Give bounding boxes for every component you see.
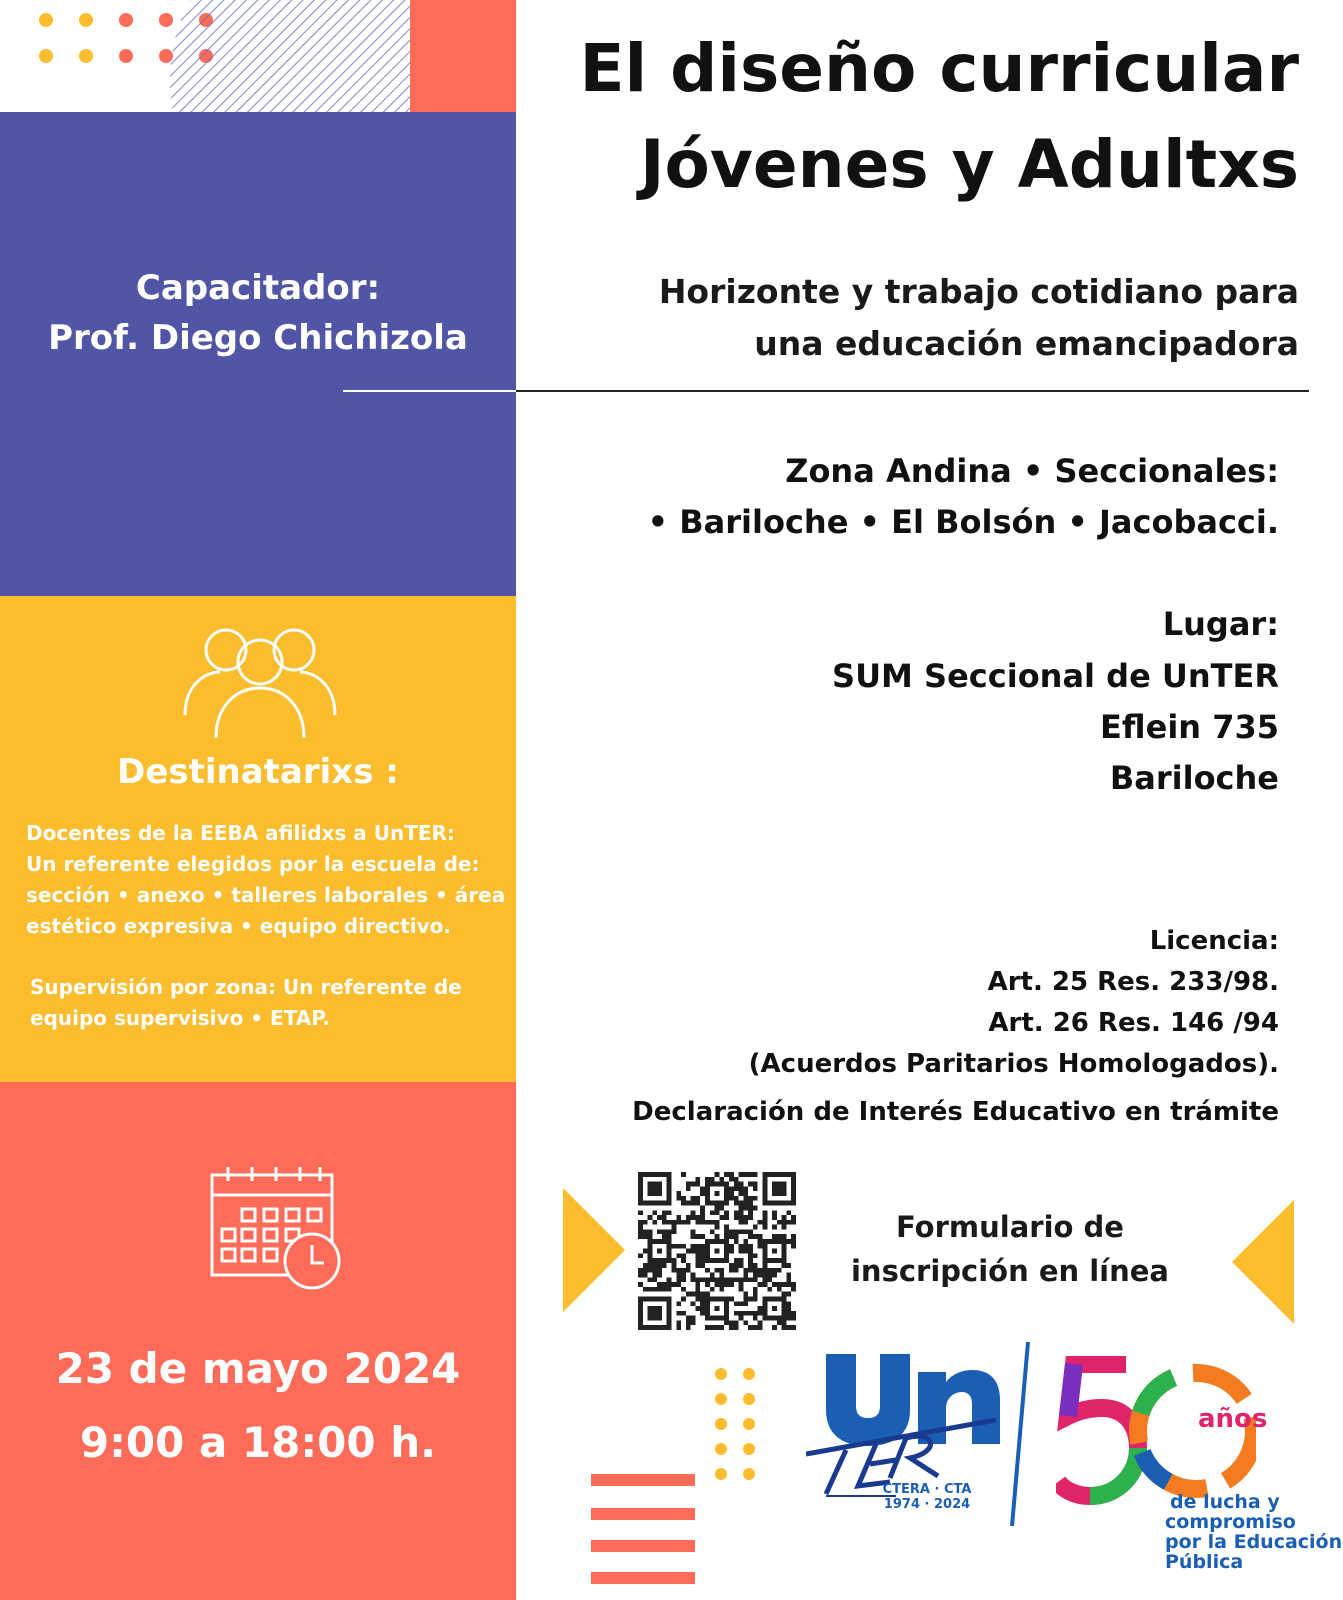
qr-code-icon[interactable] <box>638 1172 796 1330</box>
logo-anos: años <box>1198 1404 1268 1434</box>
logo-tag-2: compromiso <box>1165 1511 1296 1533</box>
zone-line-1: Zona Andina • Seccionales: <box>785 452 1279 490</box>
event-time: 9:00 a 18:00 h. <box>79 1418 437 1467</box>
divider-line-right <box>516 390 1309 392</box>
recipients-line-3: sección • anexo • talleres laborales • área <box>26 883 506 907</box>
recipients-line-4: estético expresiva • equipo directivo. <box>26 914 452 938</box>
recipients-line-6: equipo supervisivo • ETAP. <box>30 1006 330 1030</box>
divider-line-left <box>343 390 516 392</box>
subtitle-line-1: Horizonte y trabajo cotidiano para <box>658 272 1299 311</box>
calendar-clock-icon <box>208 1165 348 1290</box>
license-line-2: Art. 26 Res. 146 /94 <box>988 1008 1279 1038</box>
license-declaration: Declaración de Interés Educativo en trámite <box>632 1097 1279 1127</box>
license-label: Licencia: <box>1149 926 1279 956</box>
recipients-line-1: Docentes de la EEBA afilidxs a UnTER: <box>26 821 455 845</box>
logo-years: 1974 · 2024 <box>883 1497 971 1512</box>
page-title-line-2: Jóvenes y Adultxs <box>639 126 1299 203</box>
recipients-line-5: Supervisión por zona: Un referente de <box>30 975 462 999</box>
form-label-line-2[interactable]: inscripción en línea <box>850 1254 1169 1288</box>
schedule-panel <box>0 1082 516 1600</box>
place-line-1: SUM Seccional de UnTER <box>832 657 1279 695</box>
trainer-name: Prof. Diego Chichizola <box>48 318 468 358</box>
license-line-3: (Acuerdos Paritarios Homologados). <box>748 1049 1279 1079</box>
triangle-right-icon <box>563 1188 627 1312</box>
place-line-3: Bariloche <box>1109 759 1279 797</box>
place-line-2: Eflein 735 <box>1100 708 1279 746</box>
trainer-label: Capacitador: <box>135 268 381 308</box>
logo-separator-slash <box>1004 1340 1034 1530</box>
recipients-title: Destinatarixs : <box>117 752 399 792</box>
recipients-line-2: Un referente elegidos por la escuela de: <box>26 852 480 876</box>
logo-tag-1: de lucha y <box>1170 1491 1280 1513</box>
logo-tag-4: Pública <box>1165 1551 1244 1573</box>
event-date: 23 de mayo 2024 <box>55 1344 461 1393</box>
hatched-circle-decoration <box>140 0 420 112</box>
license-line-1: Art. 25 Res. 233/98. <box>987 967 1279 997</box>
subtitle-line-2: una educación emancipadora <box>754 324 1299 363</box>
logo-tag-3: por la Educación <box>1165 1531 1343 1553</box>
page-title-line-1: El diseño curricular <box>579 30 1299 107</box>
form-label-line-1[interactable]: Formulario de <box>896 1210 1124 1244</box>
people-group-icon <box>180 620 340 740</box>
place-label: Lugar: <box>1162 605 1279 643</box>
triangle-left-icon <box>1232 1200 1296 1324</box>
zone-line-2: • Bariloche • El Bolsón • Jacobacci. <box>647 503 1279 541</box>
coral-corner-block <box>410 0 516 112</box>
logo-org: CTERA · CTA <box>882 1482 972 1497</box>
